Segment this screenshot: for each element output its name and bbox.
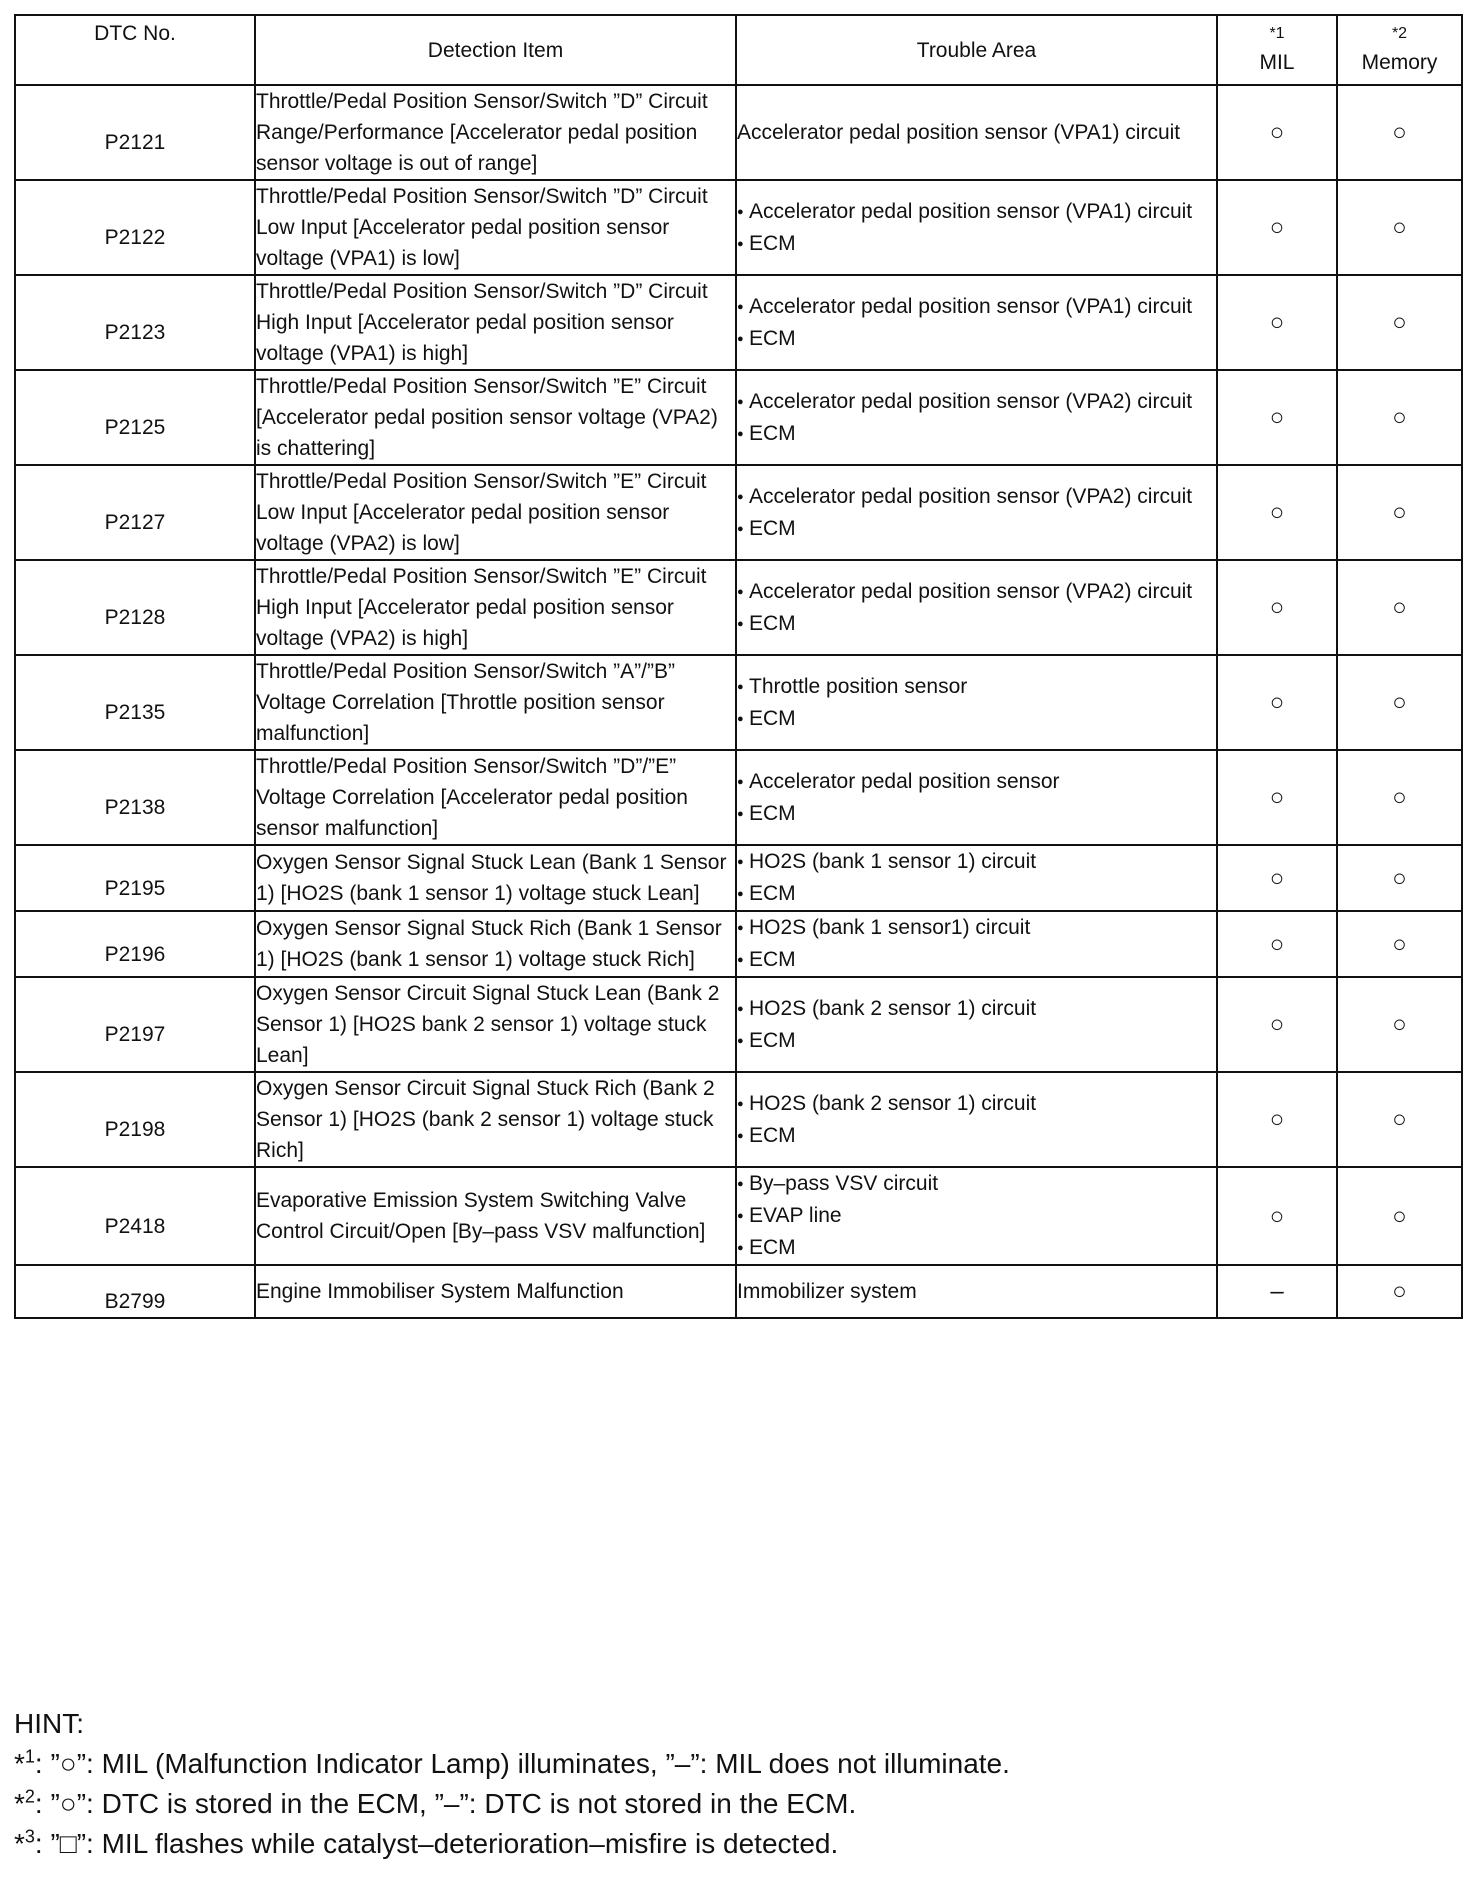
- hint-note-number: 2: [24, 1786, 35, 1807]
- table-row: [15, 911, 1462, 977]
- memory-mark-cell: ○: [1337, 655, 1462, 750]
- detection-item-cell: Throttle/Pedal Position Sensor/Switch ”D” Circuit Range/Performance [Accelerator pedal position sensor voltage is out of range]: [255, 85, 736, 180]
- trouble-area-bullet-item: ● ECM: [737, 1120, 1216, 1152]
- trouble-area-cell: [736, 750, 1217, 845]
- header-dtc-no: DTC No.: [15, 15, 255, 85]
- trouble-area-bullet-item: ● ECM: [737, 513, 1216, 545]
- dtc-code-cell: P2198: [15, 1072, 255, 1167]
- dtc-table: [14, 14, 1463, 1319]
- memory-mark-cell: ○: [1337, 911, 1462, 977]
- detection-item-cell: Throttle/Pedal Position Sensor/Switch ”D” Circuit High Input [Accelerator pedal position sensor voltage (VPA1) is high]: [255, 275, 736, 370]
- hint-note: [14, 1824, 1454, 1864]
- trouble-area-bullet-item: ● ECM: [737, 878, 1216, 910]
- mil-mark-cell: ○: [1217, 977, 1337, 1072]
- dtc-code-cell: P2127: [15, 465, 255, 560]
- dtc-code-cell: P2196: [15, 911, 255, 977]
- trouble-area-bullet-item: ● Accelerator pedal position sensor (VPA1) circuit: [737, 196, 1216, 228]
- mil-mark-cell: ○: [1217, 370, 1337, 465]
- dtc-code-cell: B2799: [15, 1265, 255, 1318]
- trouble-area-bullet-item: ● HO2S (bank 2 sensor 1) circuit: [737, 1088, 1216, 1120]
- trouble-area-bullet-item: ● ECM: [737, 323, 1216, 355]
- mil-mark-cell: ○: [1217, 560, 1337, 655]
- header-memory-note: *2: [1391, 25, 1408, 42]
- dtc-code-cell: P2122: [15, 180, 255, 275]
- trouble-area-cell: [736, 1265, 1217, 1318]
- trouble-area-cell: [736, 911, 1217, 977]
- table-row: [15, 845, 1462, 911]
- trouble-area-cell: [736, 655, 1217, 750]
- hint-note-marker: *: [14, 1748, 25, 1779]
- table-row: [15, 977, 1462, 1072]
- mil-mark-cell: ○: [1217, 275, 1337, 370]
- detection-item-cell: Oxygen Sensor Signal Stuck Rich (Bank 1 Sensor 1) [HO2S (bank 1 sensor 1) voltage stuck Rich]: [255, 911, 736, 977]
- detection-item-cell: Throttle/Pedal Position Sensor/Switch ”E” Circuit [Accelerator pedal position sensor voltage (VPA2) is chattering]: [255, 370, 736, 465]
- table-row: [15, 275, 1462, 370]
- memory-mark-cell: ○: [1337, 465, 1462, 560]
- trouble-area-bullet-item: ● ECM: [737, 1232, 1216, 1264]
- detection-item-cell: Throttle/Pedal Position Sensor/Switch ”A”/”B” Voltage Correlation [Throttle position sensor malfunction]: [255, 655, 736, 750]
- dtc-code-cell: P2135: [15, 655, 255, 750]
- dtc-code-cell: P2138: [15, 750, 255, 845]
- trouble-area-bullet-item: ● HO2S (bank 2 sensor 1) circuit: [737, 993, 1216, 1025]
- header-memory-label: Memory: [1361, 51, 1438, 74]
- hint-section: [14, 1704, 1454, 1864]
- detection-item-cell: Throttle/Pedal Position Sensor/Switch ”E” Circuit Low Input [Accelerator pedal position sensor voltage (VPA2) is low]: [255, 465, 736, 560]
- hint-note: [14, 1784, 1454, 1824]
- dtc-code-cell: P2128: [15, 560, 255, 655]
- hint-note: [14, 1744, 1454, 1784]
- dtc-code-cell: P2121: [15, 85, 255, 180]
- memory-mark-cell: ○: [1337, 370, 1462, 465]
- table-row: [15, 560, 1462, 655]
- dtc-code-cell: P2197: [15, 977, 255, 1072]
- hint-note-number: 3: [24, 1826, 35, 1847]
- header-detection-item: Detection Item: [255, 15, 736, 85]
- hint-note-text: : ”○”: DTC is stored in the ECM, ”–”: DTC is not stored in the ECM.: [34, 1788, 857, 1819]
- trouble-area-bullet-item: ● HO2S (bank 1 sensor 1) circuit: [737, 846, 1216, 878]
- hint-notes: [14, 1744, 1454, 1864]
- mil-mark-cell: –: [1217, 1265, 1337, 1318]
- detection-item-cell: Evaporative Emission System Switching Valve Control Circuit/Open [By–pass VSV malfunction]: [255, 1167, 736, 1265]
- trouble-area-bullet-item: ● ECM: [737, 608, 1216, 640]
- memory-mark-cell: ○: [1337, 845, 1462, 911]
- mil-mark-cell: ○: [1217, 180, 1337, 275]
- trouble-area-bullet-item: ● Accelerator pedal position sensor: [737, 766, 1216, 798]
- mil-mark-cell: ○: [1217, 1167, 1337, 1265]
- trouble-area-cell: [736, 85, 1217, 180]
- trouble-area-cell: [736, 1072, 1217, 1167]
- detection-item-cell: Throttle/Pedal Position Sensor/Switch ”D”/”E” Voltage Correlation [Accelerator pedal position sensor malfunction]: [255, 750, 736, 845]
- detection-item-cell: Throttle/Pedal Position Sensor/Switch ”E” Circuit High Input [Accelerator pedal position sensor voltage (VPA2) is high]: [255, 560, 736, 655]
- memory-mark-cell: ○: [1337, 1167, 1462, 1265]
- mil-mark-cell: ○: [1217, 655, 1337, 750]
- dtc-code-cell: P2125: [15, 370, 255, 465]
- hint-note-text: : ”□”: MIL flashes while catalyst–deterioration–misfire is detected.: [34, 1828, 839, 1859]
- table-row: [15, 85, 1462, 180]
- hint-title: HINT:: [14, 1708, 84, 1739]
- hint-note-number: 1: [24, 1746, 35, 1767]
- header-mil-label: MIL: [1259, 51, 1295, 74]
- header-trouble-area: Trouble Area: [736, 15, 1217, 85]
- trouble-area-bullet-item: ● ECM: [737, 944, 1216, 976]
- trouble-area-cell: [736, 180, 1217, 275]
- table-row: [15, 370, 1462, 465]
- trouble-area-bullet-item: ● Throttle position sensor: [737, 671, 1216, 703]
- trouble-area-text: Accelerator pedal position sensor (VPA1) circuit: [737, 121, 1181, 144]
- memory-mark-cell: ○: [1337, 560, 1462, 655]
- trouble-area-bullet-item: ● By–pass VSV circuit: [737, 1168, 1216, 1200]
- memory-mark-cell: ○: [1337, 977, 1462, 1072]
- memory-mark-cell: ○: [1337, 1265, 1462, 1318]
- trouble-area-bullet-item: ● ECM: [737, 703, 1216, 735]
- mil-mark-cell: ○: [1217, 85, 1337, 180]
- detection-item-cell: Oxygen Sensor Circuit Signal Stuck Lean (Bank 2 Sensor 1) [HO2S bank 2 sensor 1) voltage stuck Lean]: [255, 977, 736, 1072]
- hint-note-marker: *: [14, 1788, 25, 1819]
- mil-mark-cell: ○: [1217, 750, 1337, 845]
- trouble-area-cell: [736, 845, 1217, 911]
- trouble-area-bullet-item: ● Accelerator pedal position sensor (VPA1) circuit: [737, 291, 1216, 323]
- header-memory: [1337, 15, 1462, 85]
- header-mil: [1217, 15, 1337, 85]
- memory-mark-cell: ○: [1337, 180, 1462, 275]
- trouble-area-cell: [736, 977, 1217, 1072]
- trouble-area-bullet-item: ● ECM: [737, 798, 1216, 830]
- trouble-area-bullet-item: ● Accelerator pedal position sensor (VPA2) circuit: [737, 386, 1216, 418]
- detection-item-cell: Oxygen Sensor Signal Stuck Lean (Bank 1 Sensor 1) [HO2S (bank 1 sensor 1) voltage stuck Lean]: [255, 845, 736, 911]
- table-body: [15, 85, 1462, 1318]
- mil-mark-cell: ○: [1217, 845, 1337, 911]
- trouble-area-bullet-item: ● ECM: [737, 418, 1216, 450]
- trouble-area-bullet-item: ● Accelerator pedal position sensor (VPA2) circuit: [737, 481, 1216, 513]
- trouble-area-cell: [736, 560, 1217, 655]
- table-row: [15, 180, 1462, 275]
- mil-mark-cell: ○: [1217, 1072, 1337, 1167]
- dtc-code-cell: P2123: [15, 275, 255, 370]
- trouble-area-bullet-item: ● HO2S (bank 1 sensor1) circuit: [737, 912, 1216, 944]
- hint-note-text: : ”○”: MIL (Malfunction Indicator Lamp) illuminates, ”–”: MIL does not illuminate.: [34, 1748, 1010, 1779]
- trouble-area-text: Immobilizer system: [737, 1280, 917, 1303]
- trouble-area-bullet-item: ● ECM: [737, 228, 1216, 260]
- memory-mark-cell: ○: [1337, 85, 1462, 180]
- mil-mark-cell: ○: [1217, 465, 1337, 560]
- memory-mark-cell: ○: [1337, 1072, 1462, 1167]
- trouble-area-bullet-item: ● Accelerator pedal position sensor (VPA2) circuit: [737, 576, 1216, 608]
- memory-mark-cell: ○: [1337, 750, 1462, 845]
- trouble-area-bullet-item: ● EVAP line: [737, 1200, 1216, 1232]
- table-row: [15, 1167, 1462, 1265]
- trouble-area-cell: [736, 1167, 1217, 1265]
- table-row: [15, 1265, 1462, 1318]
- detection-item-cell: Oxygen Sensor Circuit Signal Stuck Rich (Bank 2 Sensor 1) [HO2S (bank 2 sensor 1) voltage stuck Rich]: [255, 1072, 736, 1167]
- dtc-code-cell: P2195: [15, 845, 255, 911]
- detection-item-cell: Engine Immobiliser System Malfunction: [255, 1265, 736, 1318]
- header-mil-note: *1: [1269, 25, 1285, 42]
- trouble-area-bullet-item: ● ECM: [737, 1025, 1216, 1057]
- table-row: [15, 1072, 1462, 1167]
- trouble-area-cell: [736, 275, 1217, 370]
- dtc-code-cell: P2418: [15, 1167, 255, 1265]
- memory-mark-cell: ○: [1337, 275, 1462, 370]
- hint-note-marker: *: [14, 1828, 25, 1859]
- table-row: [15, 655, 1462, 750]
- trouble-area-cell: [736, 370, 1217, 465]
- trouble-area-cell: [736, 465, 1217, 560]
- mil-mark-cell: ○: [1217, 911, 1337, 977]
- detection-item-cell: Throttle/Pedal Position Sensor/Switch ”D” Circuit Low Input [Accelerator pedal position sensor voltage (VPA1) is low]: [255, 180, 736, 275]
- table-row: [15, 465, 1462, 560]
- table-row: [15, 750, 1462, 845]
- header-row: [15, 15, 1462, 85]
